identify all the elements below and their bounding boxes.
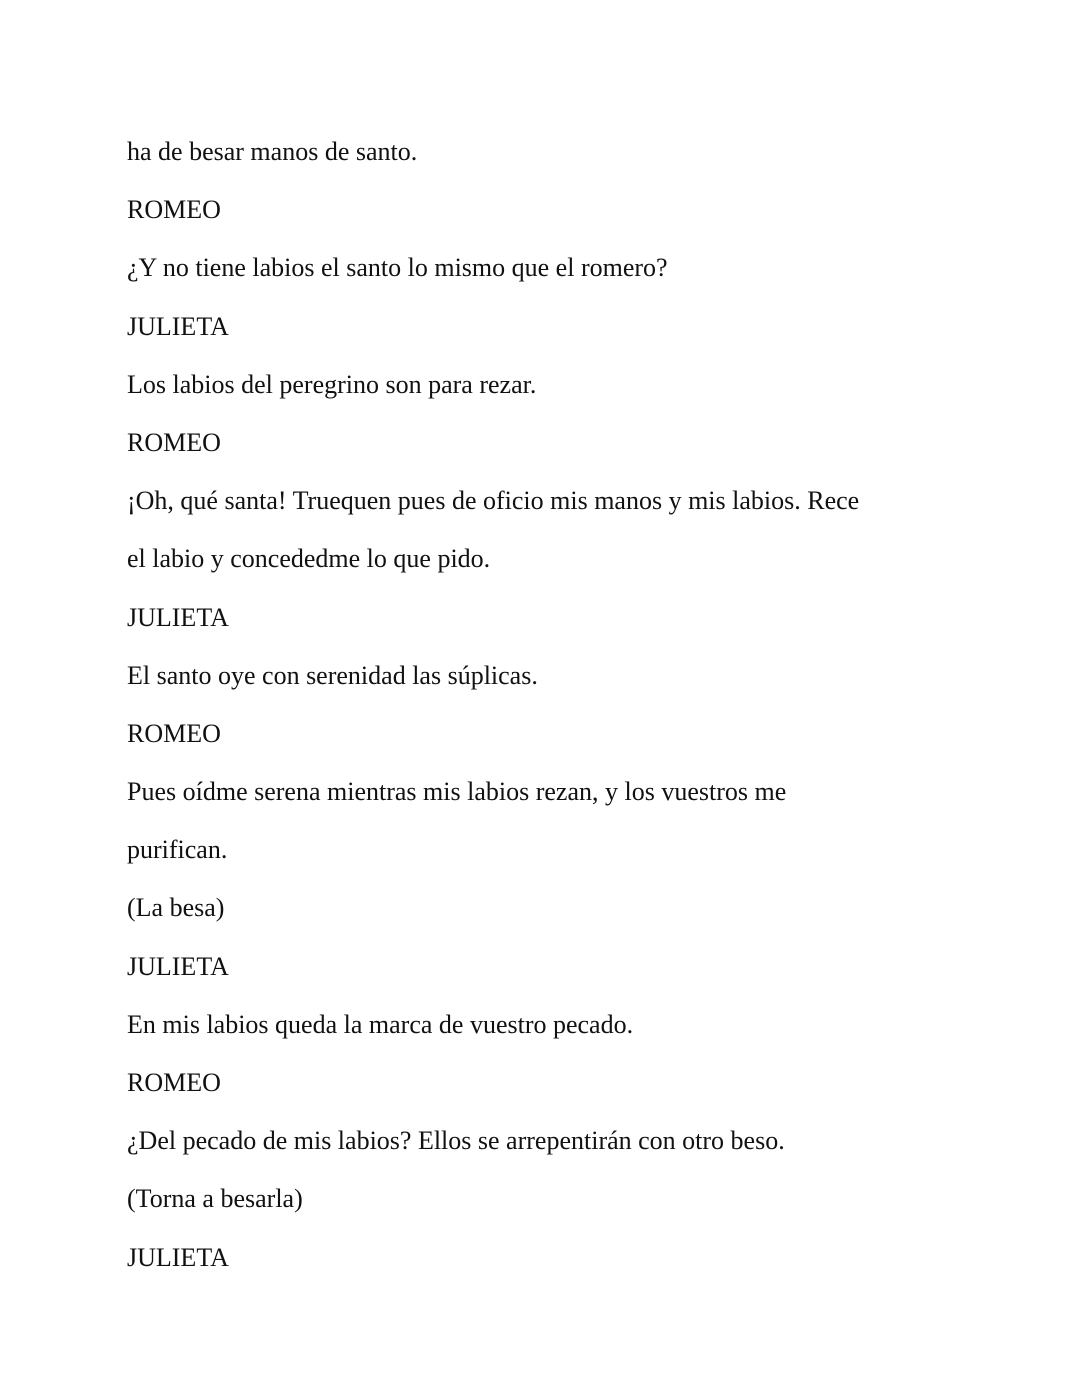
dialogue-line: El santo oye con serenidad las súplicas. xyxy=(127,660,538,690)
dialogue-line: Los labios del peregrino son para rezar. xyxy=(127,369,537,399)
speaker-name: ROMEO xyxy=(127,427,221,457)
speaker-name: ROMEO xyxy=(127,1068,221,1097)
dialogue-line: Pues oídme serena mientras mis labios rezan, y los vuestros me xyxy=(127,777,787,807)
speaker-name: JULIETA xyxy=(127,951,229,981)
speaker-name: ROMEO xyxy=(127,718,221,748)
document-page xyxy=(127,123,947,1287)
stage-direction: (La besa) xyxy=(127,893,225,923)
dialogue-line: purifican. xyxy=(127,835,228,865)
dialogue-line: ¿Del pecado de mis labios? Ellos se arrepentirán con otro beso. xyxy=(127,1126,785,1156)
dialogue-line: ¡Oh, qué santa! Truequen pues de oficio mis manos y mis labios. Rece xyxy=(127,486,860,516)
dialogue-line: ha de besar manos de santo. xyxy=(127,137,418,166)
speaker-name: JULIETA xyxy=(127,1242,229,1272)
speaker-name: JULIETA xyxy=(127,602,229,632)
stage-direction: (Torna a besarla) xyxy=(127,1184,303,1214)
dialogue-line: En mis labios queda la marca de vuestro pecado. xyxy=(127,1009,634,1039)
dialogue-line: ¿Y no tiene labios el santo lo mismo que el romero? xyxy=(127,253,668,283)
speaker-name: ROMEO xyxy=(127,195,221,225)
speaker-name: JULIETA xyxy=(127,311,229,341)
dialogue-line: el labio y concededme lo que pido. xyxy=(127,544,491,574)
